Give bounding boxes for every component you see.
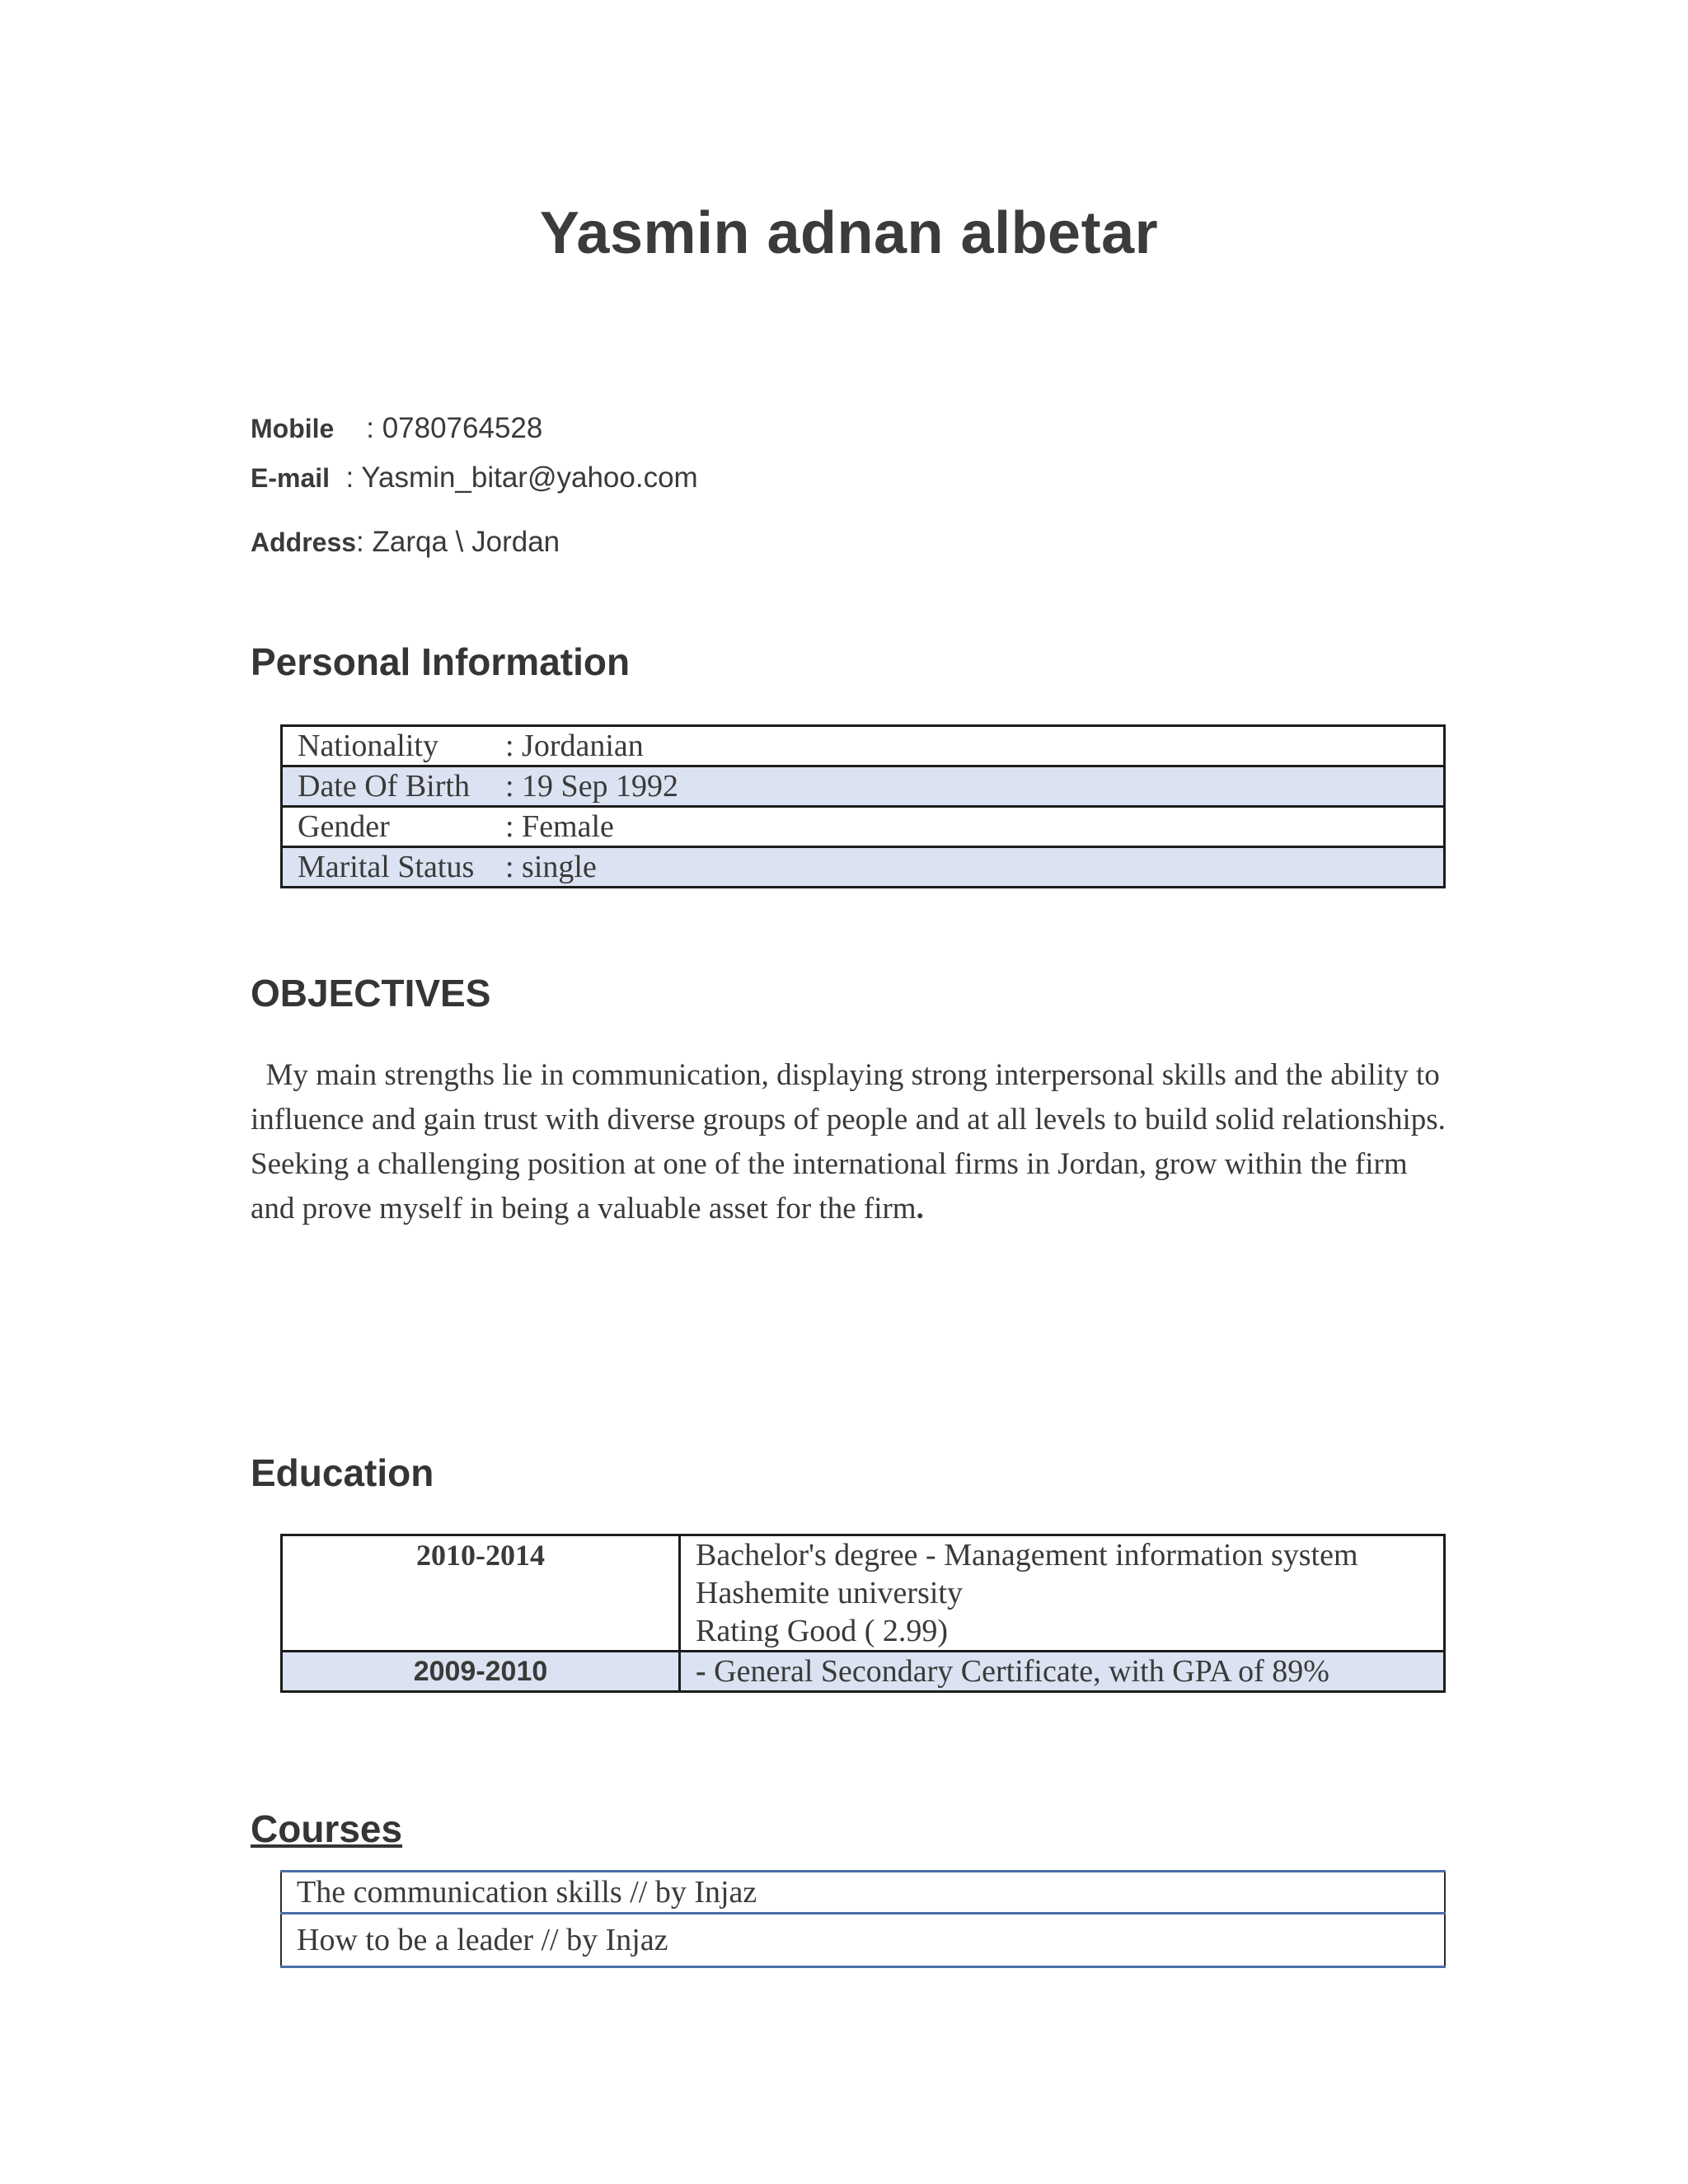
mobile-value: 0780764528 [382,412,543,444]
address-label: Address [251,527,357,557]
education-table [280,1534,1446,1693]
dob-label: Date Of Birth [298,769,470,804]
objective-text: My main strengths lie in communication, displaying strong interpersonal skills and the ability to influence and gain trust with diverse groups of people and at all levels to build solid relationships. Seeking a challenging position at one of the international firms in Jordan, grow within the firm and prove myself in being a valuable asset for the firm [251,1058,1446,1226]
table-row [282,766,1445,807]
gender-label: Gender [298,809,390,844]
email-value: Yasmin_bitar@yahoo.com [361,462,698,494]
address-value: Zarqa \ Jordan [372,526,560,558]
email-line: E-mail : Yasmin_bitar@yahoo.com [251,462,698,494]
nationality-label: Nationality [298,729,438,763]
table-row [281,1914,1445,1967]
marital-status-label: Marital Status [298,850,475,884]
education-year: 2009-2010 [282,1652,680,1692]
personal-info-heading: Personal Information [251,640,631,683]
table-row [281,1872,1445,1914]
education-heading: Education [251,1451,434,1494]
objectives-heading: OBJECTIVES [251,972,491,1015]
table-row [282,726,1445,766]
nationality-value: : Jordanian [505,729,644,763]
courses-heading: Courses [251,1807,403,1850]
address-line: Address: Zarqa \ Jordan [251,526,560,558]
mobile-line: Mobile : 0780764528 [251,412,543,444]
gender-value: : Female [505,809,614,844]
table-row [282,1535,1445,1652]
dob-value: : 19 Sep 1992 [505,769,679,804]
education-details: Bachelor's degree - Management information system Hashemite university Rating Good ( 2.99) [680,1535,1445,1652]
table-row [282,807,1445,847]
courses-table [280,1870,1446,1968]
education-year: 2010-2014 [282,1535,680,1652]
objective-paragraph: My main strengths lie in communication, displaying strong interpersonal skills and the ability to influence and gain trust with diverse groups of people and at all levels to build solid relationships. Seeking a challenging position at one of the international firms in Jordan, grow within the firm and prove myself in being a valuable asset for the firm. [251,1058,1446,1226]
personal-info-table [280,724,1446,888]
table-row [282,847,1445,888]
course-item: How to be a leader // by Injaz [281,1914,1445,1967]
email-label: E-mail [251,463,331,493]
mobile-label: Mobile [251,414,335,443]
table-row [282,1652,1445,1692]
marital-status-value: : single [505,850,597,884]
course-item: The communication skills // by Injaz [281,1872,1445,1914]
education-details: - General Secondary Certificate, with GPA of 89% [680,1652,1445,1692]
resume-name: Yasmin adnan albetar [539,200,1159,266]
